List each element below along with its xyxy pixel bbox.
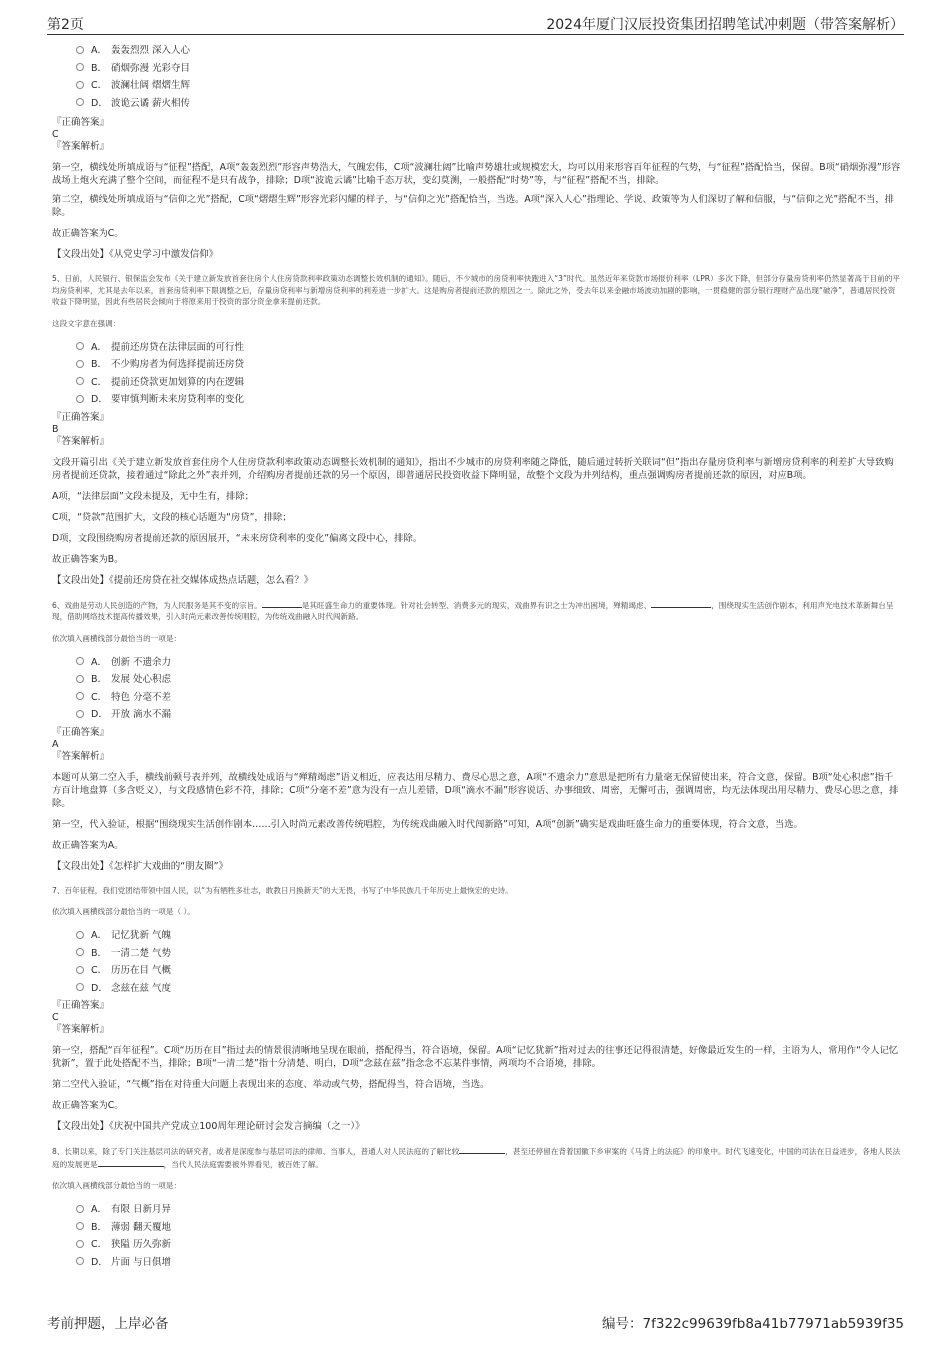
- explain-label: 『答案解析』: [52, 141, 110, 152]
- radio-icon[interactable]: [76, 948, 84, 956]
- explain-paragraph: C项，“贷款”范围扩大，文段的核心话题为“房贷”，排除；: [52, 511, 292, 523]
- source-line: 【文段出处】《从党史学习中激发信仰》: [52, 249, 219, 260]
- q7-options: [76, 927, 902, 997]
- answer-label: 『正确答案』: [52, 411, 110, 423]
- conclusion: 故正确答案为B。: [52, 553, 124, 565]
- option-radio-c[interactable]: C． 历历在目 气概: [76, 962, 902, 980]
- page-content: [52, 42, 902, 1271]
- question-text: 5、日前，人民银行、银保监会发布《关于建立新发放首套住房个人住房贷款利率政策动态调整长效机制的通知》。随后，不少城市的房贷利率快跑进入“3”时代。虽然近年来贷款市场报价利率（LPR）多次下降，但部分存量房贷利率仍然显著高于目前的平均房贷利率，尤其是去年以来，首套房贷利率下限调整之后，存量房贷利率与新增房贷利率的利差进一步扩大。这是购房者提前还款的原因之一。除此之外，受去年以来金融市场波动加剧的影响，一贯稳健的部分银行理财产品出现“破净”，普通居民投资收益下降明显，因此有些居民会倾向于将原来用于投资的部分资金拿来提前还款。: [52, 274, 900, 306]
- option-radio-b[interactable]: B． 薄弱 翻天覆地: [76, 1219, 902, 1237]
- fill-blank: [262, 599, 302, 608]
- radio-icon[interactable]: [76, 342, 84, 350]
- explain-label: 『答案解析』: [52, 435, 110, 447]
- radio-icon[interactable]: [76, 377, 84, 385]
- option-radio-d[interactable]: D． 片面 与日俱增: [76, 1254, 902, 1272]
- radio-icon[interactable]: [76, 1222, 84, 1230]
- q4-options: [76, 42, 902, 112]
- radio-icon[interactable]: [76, 966, 84, 974]
- explain-paragraph: 文段开篇引出《关于建立新发放首套住房个人住房贷款利率政策动态调整长效机制的通知》，指出不少城市的房贷利率随之降低，随后通过转折关联词“但”指出存量房贷利率与新增房贷利率的利差扩大导致购房者提前还贷款，接着通过“除此之外”表并列，介绍购房者提前还款的另一个原因，即普通居民投资收益下降明显，故整个文段为并列结构，重点强调购房者提前还款的原因，对应B项。: [52, 456, 894, 481]
- radio-icon[interactable]: [76, 1257, 84, 1265]
- question-text: 6、戏曲是劳动人民创造的产物，为人民服务是其不变的宗旨。 是其旺盛生命力的重要体现。针对社会转型、消费多元的现实，戏曲界有识之士为冲出困境，殚精竭虑、 ，围绕现实生活创作剧本，利用声光电技术革新舞台呈现，借助网络技术提高传播效果，引入时尚元素改善传统唱腔，为传统戏曲融入时代闯新路。: [52, 600, 894, 621]
- option-radio-a[interactable]: A． 有限 日新月异: [76, 1201, 902, 1219]
- document-code: 编号：7f322c99639fb8a41b77971ab5939f35: [602, 1316, 904, 1332]
- radio-icon[interactable]: [76, 98, 84, 106]
- radio-icon[interactable]: [76, 931, 84, 939]
- answer-label: 『正确答案』: [52, 726, 110, 738]
- explain-paragraph: A项，“法律层面”文段未提及，无中生有，排除；: [52, 490, 254, 502]
- q5-options: [76, 339, 902, 409]
- radio-icon[interactable]: [76, 1240, 84, 1248]
- option-radio-a[interactable]: A． 轰轰烈烈 深入人心: [76, 42, 902, 60]
- question-prompt: 这段文字意在强调：: [52, 318, 121, 328]
- explain-paragraph: 本题可从第二空入手，横线前顿号表并列，故横线处成语与“殚精竭虑”语义相近，应表达用尽精力、费尽心思之意，A项“不遗余力”意思是把所有力量毫无保留使出来，符合文意，保留。B项“处心积虑”指千方百计地盘算（多含贬义），与文段感情色彩不符，排除；C项“分毫不差”意为没有一点儿差错，D项“滴水不漏”形容说话、办事细致、周密，无懈可击，强调周密，均无法体现出用尽精力、费尽心思之意，排除。: [52, 771, 899, 809]
- radio-icon[interactable]: [76, 360, 84, 368]
- explain-paragraph: D项，文段围绕购房者提前还款的原因展开，“未来房贷利率的变化”偏离文段中心，排除。: [52, 532, 423, 544]
- option-radio-d[interactable]: D． 波诡云谲 薪火相传: [76, 95, 902, 113]
- radio-icon[interactable]: [76, 692, 84, 700]
- option-radio-b[interactable]: B． 发展 处心积虑: [76, 671, 902, 689]
- radio-icon[interactable]: [76, 81, 84, 89]
- answer-value: C: [52, 1012, 59, 1023]
- option-radio-d[interactable]: D． 开放 滴水不漏: [76, 706, 902, 724]
- question-text: 7、百年征程，我们党团结带领中国人民，以“为有牺牲多壮志，敢教日月换新天”的大无畏，书写了中华民族几千年历史上最恢宏的史诗。: [52, 885, 513, 895]
- radio-icon[interactable]: [76, 710, 84, 718]
- radio-icon[interactable]: [76, 1205, 84, 1213]
- question-prompt: 依次填入画横线部分最恰当的一项是：: [52, 633, 182, 643]
- option-radio-c[interactable]: C． 狭隘 历久弥新: [76, 1236, 902, 1254]
- conclusion: 故正确答案为C。: [52, 228, 124, 239]
- explain-label: 『答案解析』: [52, 750, 110, 762]
- explain-paragraph: 第一空，代入验证，根据“围绕现实生活创作剧本……引入时尚元素改善传统唱腔，为传统戏曲融入时代闯新路”可知，A项“创新”确实是戏曲旺盛生命力的重要体现，符合文意，当选。: [52, 818, 803, 830]
- fill-blank: [651, 599, 711, 608]
- radio-icon[interactable]: [76, 63, 84, 71]
- explain-paragraph: 第二空代入验证，“气概”指在对待重大问题上表现出来的态度、举动或气势，搭配得当，符合语境，当选。: [52, 1079, 490, 1090]
- explain-label: 『答案解析』: [52, 1024, 110, 1035]
- radio-icon[interactable]: [76, 675, 84, 683]
- source-line: 【文段出处】《怎样扩大戏曲的“朋友圈”》: [52, 860, 229, 872]
- option-radio-a[interactable]: A． 记忆犹新 气魄: [76, 927, 902, 945]
- option-radio-c[interactable]: C． 波澜壮阔 熠熠生辉: [76, 77, 902, 95]
- option-radio-c[interactable]: C． 特色 分毫不差: [76, 689, 902, 707]
- document-title: 2024年厦门汉辰投资集团招聘笔试冲刺题（带答案解析）: [546, 17, 904, 33]
- answer-value: A: [52, 738, 59, 750]
- question-prompt: 依次填入画横线部分最恰当的一项是（ ）。: [52, 907, 195, 916]
- option-radio-b[interactable]: B． 一清二楚 气势: [76, 945, 902, 963]
- conclusion: 故正确答案为A。: [52, 839, 124, 851]
- explain-paragraph: 第一空，搭配“百年征程”。C项“历历在目”指过去的情景很清晰地呈现在眼前，搭配得当，符合语境，保留。A项“记忆犹新”指对过去的往事还记得很清楚，好像最近发生的一样，主语为人，常用作“令人记忆犹新”，置于此处搭配不当，排除；B项“一清二楚”指十分清楚、明白，D项“念兹在兹”指念念不忘某件事情，两项均不合语境，排除。: [52, 1045, 899, 1069]
- answer-value: C: [52, 129, 59, 140]
- page-number: 第2页: [47, 17, 84, 33]
- page-footer: [47, 1312, 904, 1332]
- fill-blank: [98, 1158, 164, 1167]
- fill-blank: [459, 1145, 505, 1154]
- question-text: 8、长期以来，除了专门关注基层司法的研究者，或者是深度参与基层司法的律师、当事人，普通人对人民法庭的了解比较 ，甚至还停留在背着国徽下乡审案的《马背上的法庭》的印象中。时代飞速变化，中国的司法在日益进步，各地人民法庭的发展更是 ，当代人民法庭需要被外界看见，被百姓了解。: [52, 1147, 901, 1169]
- q8-options: [76, 1201, 902, 1271]
- radio-icon[interactable]: [76, 395, 84, 403]
- answer-value: B: [52, 423, 59, 435]
- conclusion: 故正确答案为C。: [52, 1100, 124, 1111]
- explain-paragraph: 第二空，横线处所填成语与“信仰之光”搭配，C项“熠熠生辉”形容光彩闪耀的样子，与“信仰之光”搭配恰当，当选。A项“深入人心”指理论、学说、政策等为人们深切了解和信服，与“信仰之光”搭配不当，排除。: [52, 194, 894, 218]
- option-radio-a[interactable]: A． 提前还房贷在法律层面的可行性: [76, 339, 902, 357]
- explain-paragraph: 第一空，横线处所填成语与“征程”搭配，A项“轰轰烈烈”形容声势浩大，气魄宏伟，C项“波澜壮阔”比喻声势雄壮或规模宏大，均可以用来形容百年征程的气势，与“征程”搭配恰当，保留。B项“硝烟弥漫”形容战场上炮火充满了整个空间，而征程不是只有战争，排除；D项“波诡云谲”比喻千态万状，变幻莫测，一般搭配“时势”等，与“征程”搭配不当，排除。: [52, 162, 901, 186]
- footer-slogan: 考前押题，上岸必备: [47, 1316, 169, 1332]
- option-radio-c[interactable]: C． 提前还贷款更加划算的内在逻辑: [76, 374, 902, 392]
- question-prompt: 依次填入画横线部分最恰当的一项是：: [52, 1181, 182, 1190]
- option-radio-b[interactable]: B． 不少购房者为何选择提前还房贷: [76, 356, 902, 374]
- radio-icon[interactable]: [76, 657, 84, 665]
- option-radio-a[interactable]: A． 创新 不遗余力: [76, 654, 902, 672]
- answer-label: 『正确答案』: [52, 117, 110, 128]
- answer-label: 『正确答案』: [52, 1000, 110, 1011]
- radio-icon[interactable]: [76, 983, 84, 991]
- option-radio-d[interactable]: D． 要审慎判断未来房贷利率的变化: [76, 391, 902, 409]
- source-line: 【文段出处】《提前还房贷在社交媒体成热点话题，怎么看？》: [52, 574, 314, 586]
- q6-options: [76, 654, 902, 724]
- page-header: [47, 12, 904, 35]
- option-radio-d[interactable]: D． 念兹在兹 气度: [76, 980, 902, 998]
- radio-icon[interactable]: [76, 46, 84, 54]
- option-radio-b[interactable]: B． 硝烟弥漫 光彩夺目: [76, 60, 902, 78]
- source-line: 【文段出处】《庆祝中国共产党成立100周年理论研讨会发言摘编（之一）》: [52, 1121, 365, 1132]
